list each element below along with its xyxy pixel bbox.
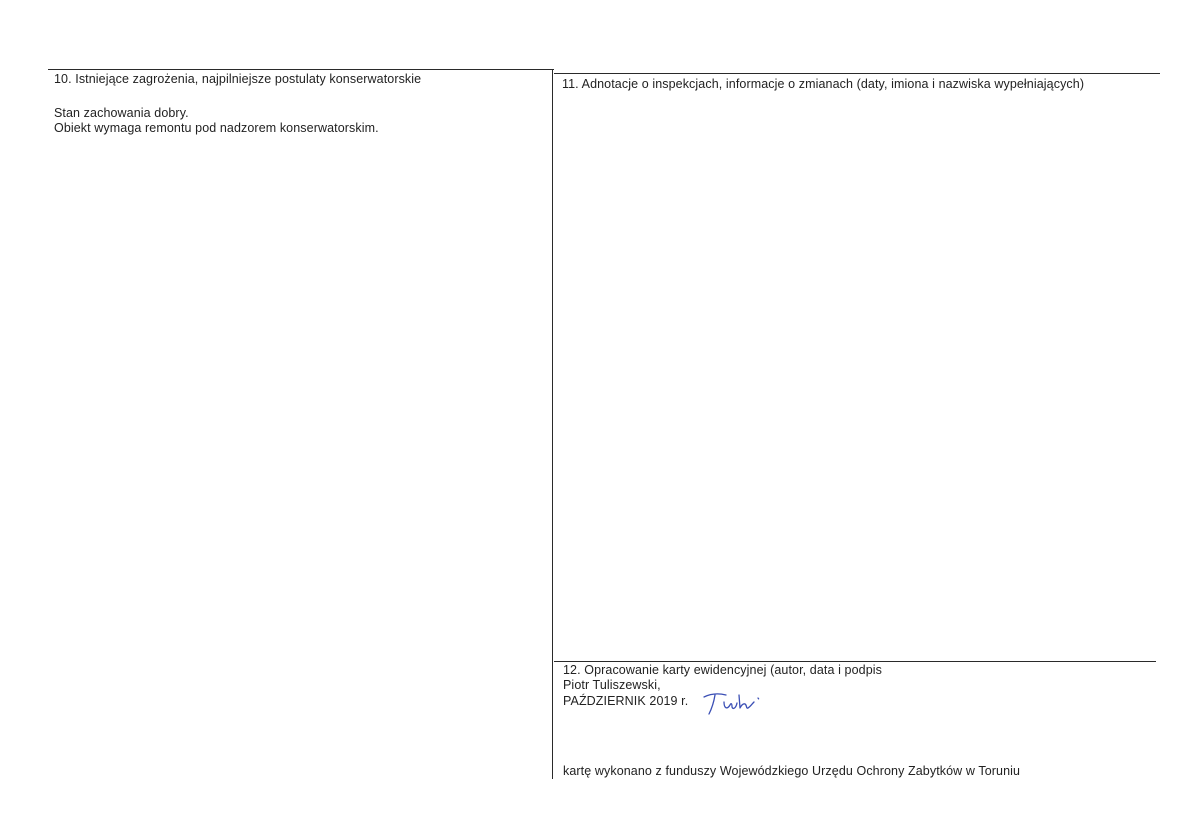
handwritten-signature xyxy=(700,688,770,722)
top-right-rule xyxy=(554,73,1160,74)
funding-note: kartę wykonano z funduszy Wojewódzkiego Urzędu Ochrony Zabytków w Toruniu xyxy=(563,764,1021,778)
preparation-date: PAŹDZIERNIK 2019 r. xyxy=(563,694,689,708)
author-name: Piotr Tuliszewski, xyxy=(563,678,661,692)
section11-heading: 11. Adnotacje o inspekcjach, informacje o zmianach (daty, imiona i nazwiska wypełniających) xyxy=(562,77,1085,91)
section10-heading: 10. Istniejące zagrożenia, najpilniejsze postulaty konserwatorskie xyxy=(54,72,422,86)
top-left-rule xyxy=(48,69,554,70)
section12-heading: 12. Opracowanie karty ewidencyjnej (autor, data i podpis xyxy=(563,663,882,677)
column-divider xyxy=(552,69,553,779)
condition-line: Stan zachowania dobry. xyxy=(54,106,189,120)
repair-note-line: Obiekt wymaga remontu pod nadzorem konserwatorskim. xyxy=(54,121,379,135)
